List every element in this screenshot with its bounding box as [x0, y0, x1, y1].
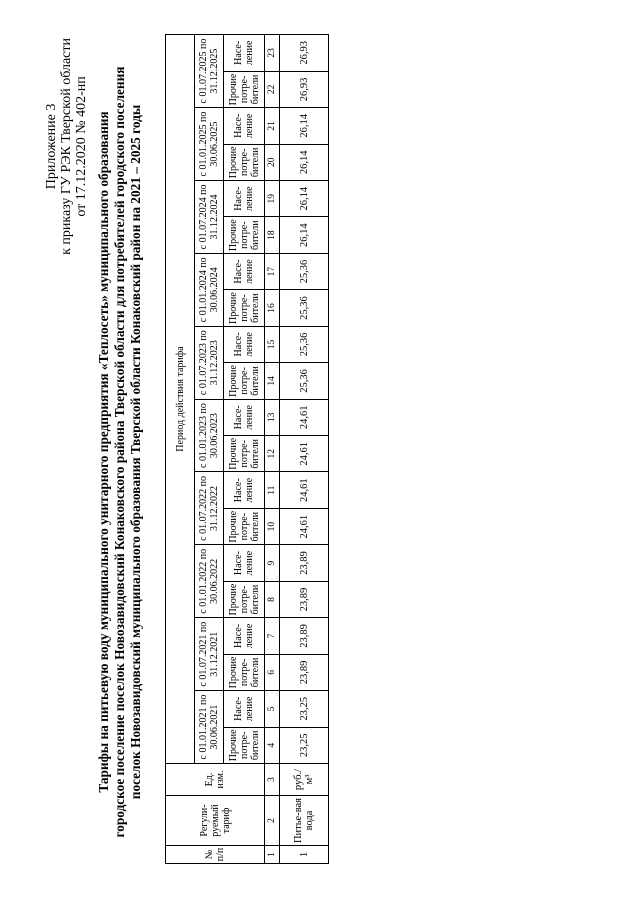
population-header: Насе-ление — [224, 691, 265, 727]
tariff-value: 24,61 — [280, 508, 329, 544]
column-number: 20 — [265, 144, 280, 180]
column-number: 8 — [265, 581, 280, 617]
title-line: Тарифы на питьевую воду муниципального унитарного предприятия «Теплосеть» муниципального образования — [96, 111, 111, 793]
tariff-value: 25,36 — [280, 290, 329, 326]
population-header: Насе-ление — [224, 326, 265, 362]
population-header: Насе-ление — [224, 108, 265, 144]
tariff-value: 26,14 — [280, 217, 329, 253]
period-cell: с 01.01.2021 по 30.06.2021 — [195, 691, 224, 764]
tariff-value: 25,36 — [280, 326, 329, 362]
period-cell: с 01.07.2025 по 31.12.2025 — [195, 35, 224, 108]
period-cell: с 01.01.2024 по 30.06.2024 — [195, 253, 224, 326]
population-header: Насе-ление — [224, 472, 265, 508]
tariff-value: 23,25 — [280, 691, 329, 727]
row-unit: руб./м³ — [280, 764, 329, 796]
col-unit-header: Ед. изм. — [166, 764, 265, 796]
column-number: 22 — [265, 71, 280, 107]
column-number: 13 — [265, 399, 280, 435]
tariff-value: 23,89 — [280, 545, 329, 581]
column-number: 11 — [265, 472, 280, 508]
other-consumers-header: Прочие потре-бители — [224, 290, 265, 326]
other-consumers-header: Прочие потре-бители — [224, 144, 265, 180]
header-row-consumers — [224, 35, 265, 864]
column-number: 5 — [265, 691, 280, 727]
column-number: 3 — [265, 764, 280, 796]
tariff-value: 23,89 — [280, 618, 329, 654]
column-number: 12 — [265, 436, 280, 472]
col-period-header: Период действия тарифа — [166, 35, 195, 764]
other-consumers-header: Прочие потре-бители — [224, 363, 265, 399]
other-consumers-header: Прочие потре-бители — [224, 436, 265, 472]
population-header: Насе-ление — [224, 35, 265, 72]
header-row-dates — [195, 35, 224, 864]
column-number-row — [265, 35, 280, 864]
column-number: 23 — [265, 35, 280, 72]
appendix-block — [44, 38, 89, 255]
tariff-value: 25,36 — [280, 363, 329, 399]
tariff-table — [165, 34, 329, 864]
tariff-value: 24,61 — [280, 472, 329, 508]
column-number: 17 — [265, 253, 280, 289]
other-consumers-header: Прочие потре-бители — [224, 654, 265, 690]
period-cell: с 01.07.2022 по 31.12.2022 — [195, 472, 224, 545]
column-number: 9 — [265, 545, 280, 581]
header-row-period — [166, 35, 195, 864]
tariff-value: 23,89 — [280, 654, 329, 690]
column-number: 15 — [265, 326, 280, 362]
other-consumers-header: Прочие потре-бители — [224, 71, 265, 107]
column-number: 10 — [265, 508, 280, 544]
document-title — [96, 40, 144, 864]
period-cell: с 01.07.2021 по 31.12.2021 — [195, 618, 224, 691]
column-number: 4 — [265, 727, 280, 763]
population-header: Насе-ление — [224, 399, 265, 435]
column-number: 14 — [265, 363, 280, 399]
period-cell: с 01.01.2025 по 30.06.2025 — [195, 108, 224, 181]
period-cell: с 01.01.2023 по 30.06.2023 — [195, 399, 224, 472]
column-number: 19 — [265, 181, 280, 217]
tariff-value: 26,14 — [280, 144, 329, 180]
other-consumers-header: Прочие потре-бители — [224, 508, 265, 544]
column-number: 21 — [265, 108, 280, 144]
other-consumers-header: Прочие потре-бители — [224, 727, 265, 763]
period-cell: с 01.07.2024 по 31.12.2024 — [195, 181, 224, 254]
appendix-line: к приказу ГУ РЭК Тверской области — [59, 38, 74, 255]
other-consumers-header: Прочие потре-бители — [224, 217, 265, 253]
tariff-value: 24,61 — [280, 436, 329, 472]
appendix-line: Приложение 3 — [44, 103, 59, 190]
column-number: 1 — [265, 846, 280, 864]
period-cell: с 01.01.2022 по 30.06.2022 — [195, 545, 224, 618]
column-number: 7 — [265, 618, 280, 654]
population-header: Насе-ление — [224, 618, 265, 654]
tariff-value: 26,93 — [280, 71, 329, 107]
tariff-value: 25,36 — [280, 253, 329, 289]
other-consumers-header: Прочие потре-бители — [224, 581, 265, 617]
population-header: Насе-ление — [224, 181, 265, 217]
tariff-value: 23,25 — [280, 727, 329, 763]
column-number: 18 — [265, 217, 280, 253]
col-number-header: № п/п — [166, 846, 265, 864]
column-number: 16 — [265, 290, 280, 326]
row-number: 1 — [280, 846, 329, 864]
column-number: 6 — [265, 654, 280, 690]
period-cell: с 01.07.2023 по 31.12.2023 — [195, 326, 224, 399]
col-tariff-header: Регули-руемый тариф — [166, 796, 265, 846]
title-line: городское поселение поселок Новозавидовский Конаковского района Тверской области для потребителей городского поселения — [112, 66, 127, 838]
tariff-value: 26,14 — [280, 181, 329, 217]
population-header: Насе-ление — [224, 253, 265, 289]
title-line: поселок Новозавидовский муниципального образования Тверской области Конаковский район на 2021 – 2025 годы — [128, 104, 143, 800]
appendix-line: от 17.12.2020 № 402-нп — [74, 76, 89, 217]
table-row — [280, 35, 329, 864]
tariff-value: 23,89 — [280, 581, 329, 617]
row-tariff-name: Питье-вая вода — [280, 796, 329, 846]
tariff-value: 26,93 — [280, 35, 329, 72]
tariff-value: 24,61 — [280, 399, 329, 435]
tariff-value: 26,14 — [280, 108, 329, 144]
column-number: 2 — [265, 796, 280, 846]
population-header: Насе-ление — [224, 545, 265, 581]
